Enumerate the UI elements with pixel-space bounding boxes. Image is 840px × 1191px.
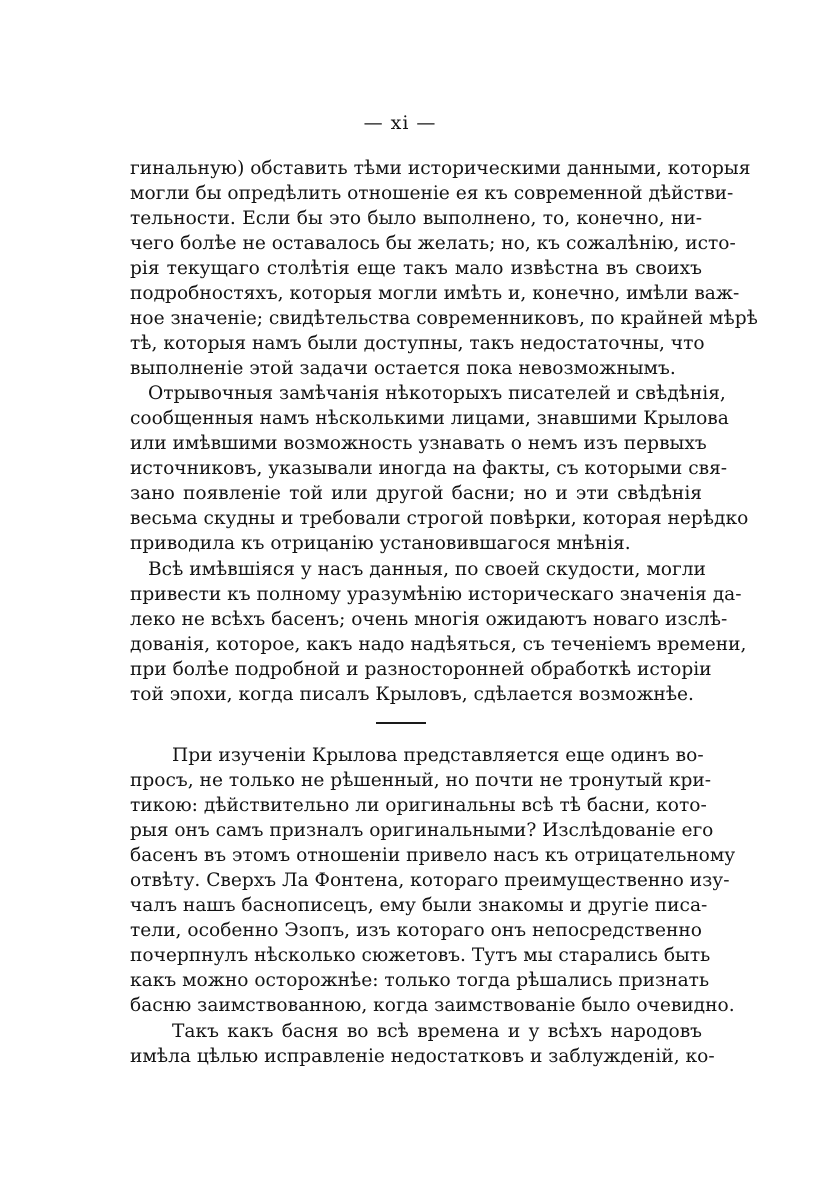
text-line: Такъ какъ басня во всѣ времена и у всѣхъ народовъ [172, 1021, 702, 1042]
text-line: могли бы опредѣлить отношеніе ея къ современной дѣйстви- [130, 183, 734, 204]
text-line: той эпохи, когда писалъ Крыловъ, сдѣлается возможнѣе. [130, 684, 694, 705]
text-line: просъ, не только не рѣшенный, но почти не тронутый кри- [130, 770, 712, 791]
text-line: чалъ нашъ баснописецъ, ему были знакомы и другіе писа- [130, 895, 708, 916]
text-line: басню заимствованною, когда заимствованіе было очевидно. [130, 995, 735, 1016]
text-line: или имѣвшими возможность узнавать о немъ изъ первыхъ [130, 433, 707, 454]
text-line: чего болѣе не оставалось бы желать; но, къ сожалѣнію, исто- [130, 233, 736, 254]
text-line: привести къ полному уразумѣнію историческаго значенія да- [130, 584, 742, 605]
text-line: весьма скудны и требовали строгой повѣрки, которая нерѣдко [130, 508, 749, 529]
text-line: ное значеніе; свидѣтельства современниковъ, по крайней мѣрѣ [130, 308, 758, 329]
text-line: источниковъ, указывали иногда на факты, съ которыми свя- [130, 458, 728, 479]
text-line: тельности. Если бы это было выполнено, то, конечно, ни- [130, 208, 702, 229]
text-line: тѣ, которыя намъ были доступны, такъ недостаточны, что [130, 333, 705, 354]
text-line: выполненіе этой задачи остается пока невозможнымъ. [130, 358, 676, 379]
text-line: имѣла цѣлью исправленіе недостатковъ и заблужденій, ко- [130, 1046, 715, 1067]
text-line: тели, особенно Эзопъ, изъ котораго онъ непосредственно [130, 920, 702, 941]
text-line: рія текущаго столѣтія еще такъ мало извѣстна въ своихъ [130, 258, 702, 279]
page-number: — xi — [363, 112, 437, 134]
text-line: леко не всѣхъ басенъ; очень многія ожидаютъ новаго изслѣ- [130, 609, 728, 630]
text-line: при болѣе подробной и разносторонней обработкѣ исторіи [130, 659, 712, 680]
text-line: почерпнулъ нѣсколько сюжетовъ. Тутъ мы старались быть [130, 945, 711, 966]
text-line: гинальную) обставить тѣми историческими данными, которыя [130, 158, 751, 179]
text-line: подробностяхъ, которыя могли имѣть и, конечно, имѣли важ- [130, 283, 740, 304]
text-line: сообщенныя намъ нѣсколькими лицами, знавшими Крылова [130, 408, 729, 429]
text-line: рыя онъ самъ призналъ оригинальными? Изслѣдованіе его [130, 820, 714, 841]
text-line: басенъ въ этомъ отношеніи привело насъ къ отрицательному [130, 845, 736, 866]
text-line: какъ можно осторожнѣе: только тогда рѣшались признать [130, 970, 710, 991]
text-line: тикою: дѣйствительно ли оригинальны всѣ тѣ басни, кото- [130, 795, 707, 816]
text-line: Всѣ имѣвшіяся у насъ данныя, по своей скудости, могли [148, 559, 706, 580]
text-line: приводила къ отрицанію установившагося мнѣнія. [130, 533, 631, 554]
text-line: отвѣту. Сверхъ Ла Фонтена, котораго преимущественно изу- [130, 870, 730, 891]
section-divider [376, 722, 426, 724]
text-line: Отрывочныя замѣчанія нѣкоторыхъ писателей и свѣдѣнія, [148, 383, 726, 404]
text-line: При изученіи Крылова представляется еще одинъ во- [172, 745, 704, 766]
text-line: зано появленіе той или другой басни; но и эти свѣдѣнія [130, 483, 702, 504]
text-line: дованія, которое, какъ надо надѣяться, съ теченіемъ времени, [130, 634, 747, 655]
